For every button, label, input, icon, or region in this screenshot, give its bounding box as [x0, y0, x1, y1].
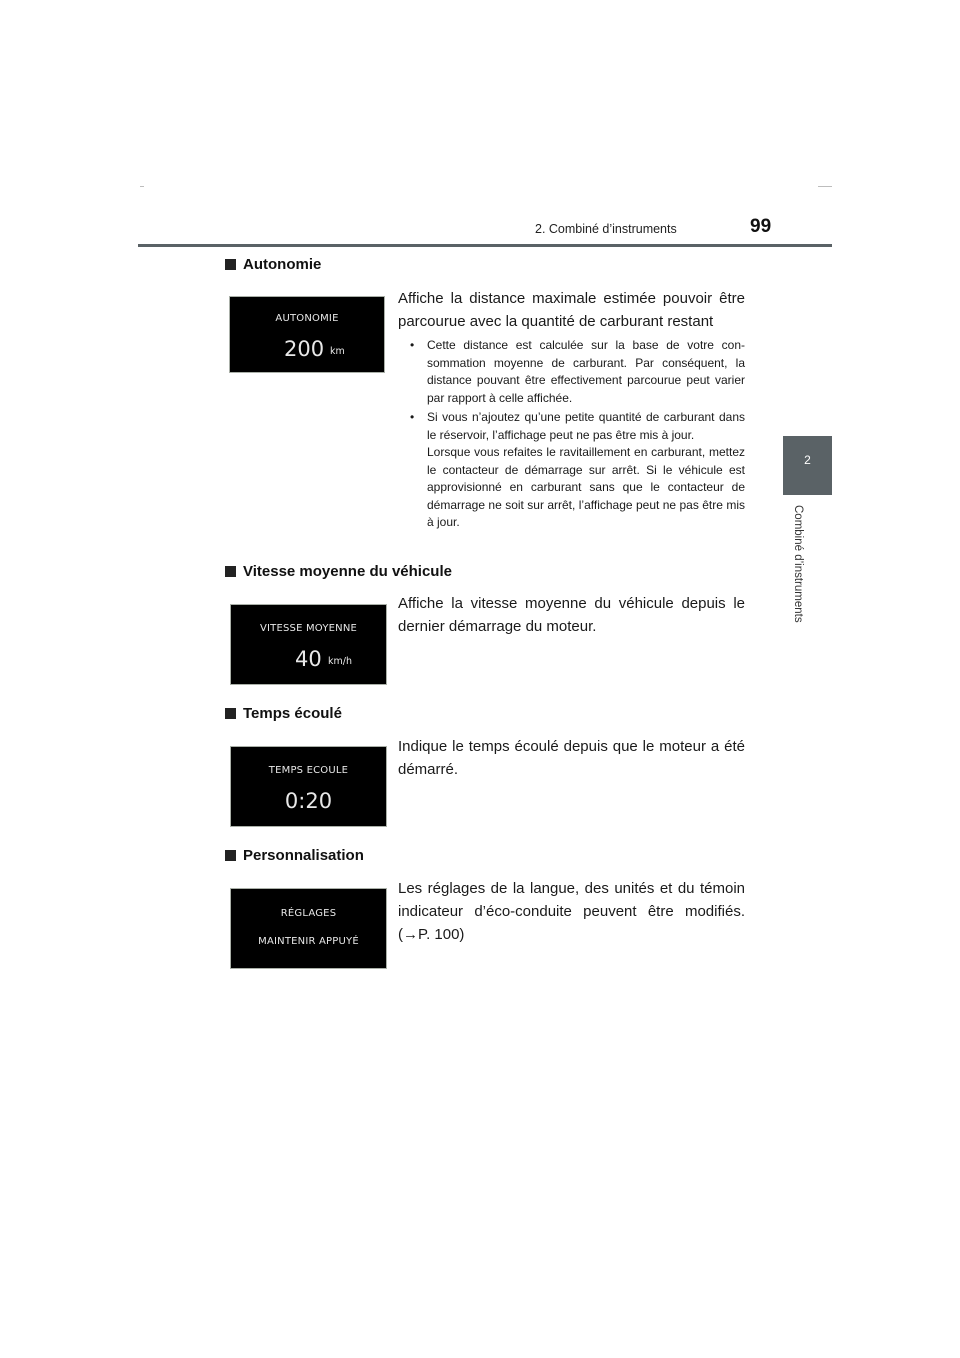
paragraph-vitesse: Affiche la vitesse moyenne du véhicule depuis le dernier démarrage du moteur. — [398, 595, 745, 635]
display-value: 0:20 — [284, 789, 333, 813]
crop-mark-right — [818, 186, 832, 187]
list-item: • Cette distance est calculée sur la base de votre con-sommation moyenne de carburant. Par conséquent, la distance pouvant être effectivement parcourue peut varier par rapport à celle affichée. — [410, 338, 745, 405]
heading-text: Temps écoulé — [243, 705, 342, 722]
heading-vitesse — [225, 563, 452, 580]
display-line-2: MAINTENIR APPUYÉ — [258, 936, 359, 947]
header-rule — [138, 244, 832, 247]
crop-mark-left — [140, 186, 144, 187]
heading-text: Autonomie — [243, 256, 322, 273]
display-unit: km — [330, 346, 345, 357]
heading-temps — [225, 705, 342, 722]
page-number: 99 — [750, 216, 772, 237]
square-bullet-icon — [225, 708, 236, 719]
heading-autonomie — [225, 256, 321, 273]
display-vitesse — [230, 604, 387, 685]
display-value: 40 — [295, 647, 322, 671]
paragraph-temps: Indique le temps écoulé depuis que le moteur a été démarré. — [398, 738, 745, 778]
display-line-1: RÉGLAGES — [280, 908, 337, 919]
display-value: 200 — [284, 337, 325, 361]
display-title: TEMPS ECOULE — [268, 765, 349, 776]
running-header: 2. Combiné d’instruments — [535, 222, 677, 236]
display-autonomie — [229, 296, 385, 373]
display-unit: km/h — [328, 656, 352, 667]
paragraph-autonomie: Affiche la distance maximale estimée pouvoir être parcourue avec la quantité de carburant restant — [398, 290, 745, 330]
display-perso — [230, 888, 387, 969]
display-title: VITESSE MOYENNE — [259, 623, 358, 634]
square-bullet-icon — [225, 259, 236, 270]
paragraph-perso: Les réglages de la langue, des unités et du témoin indicateur d’éco-conduite peuvent être modifiés. (→P. 100) — [398, 880, 745, 943]
bullet-list-autonomie — [398, 337, 745, 534]
display-title: AUTONOMIE — [275, 313, 339, 324]
list-item: • Si vous n’ajoutez qu’une petite quantité de carburant dans le réservoir, l’affichage peut ne pas être mis à jour. Lorsque vous refaites le ravitaillement en carburant, mettez le contacteur de démarrage sur arrêt. Si le véhicule est approvisionné en carburant sans que le contacteur de démarrage ne soit sur arrêt, l’affichage peut ne pas être mis à jour. — [410, 410, 745, 529]
square-bullet-icon — [225, 566, 236, 577]
chapter-side-title: Combiné d’instruments — [792, 505, 804, 623]
bullet-dot-icon: • — [410, 338, 415, 352]
display-temps — [230, 746, 387, 827]
heading-text: Personnalisation — [243, 847, 364, 864]
bullet-dot-icon: • — [410, 410, 415, 424]
heading-text: Vitesse moyenne du véhicule — [243, 563, 452, 580]
chapter-tab: 2 — [783, 436, 832, 495]
square-bullet-icon — [225, 850, 236, 861]
heading-perso — [225, 847, 364, 864]
